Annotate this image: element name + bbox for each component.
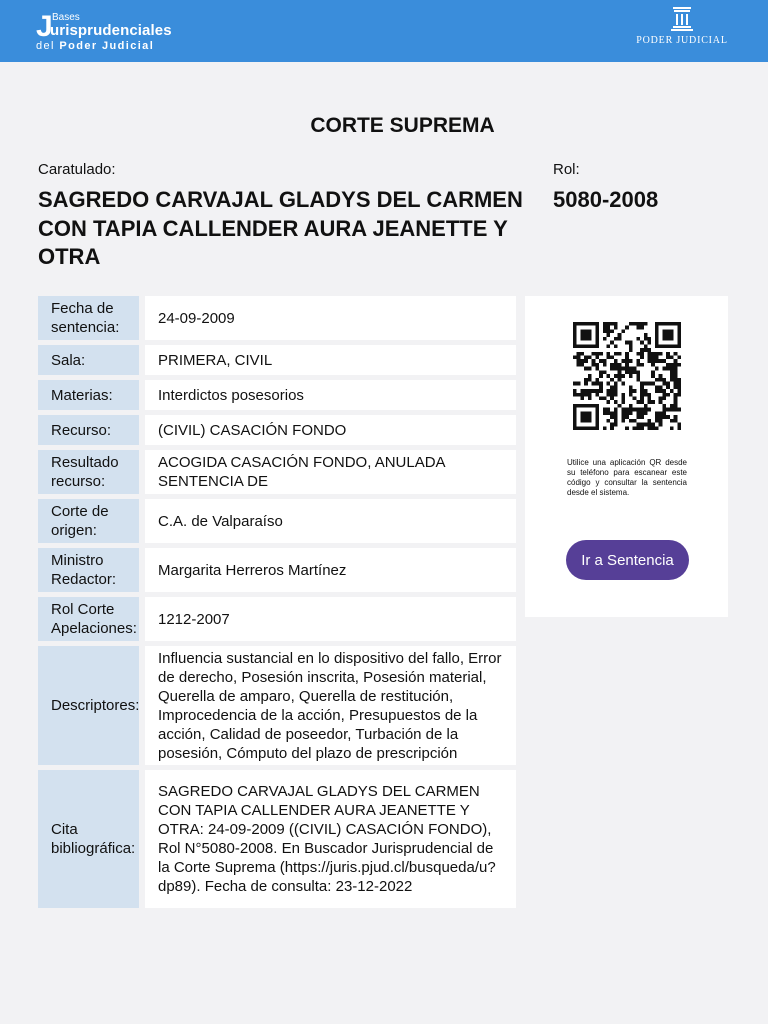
logo-jurisprudenciales: urisprudenciales <box>50 22 172 39</box>
row-label: Descriptores: <box>38 646 139 765</box>
courthouse-icon <box>669 6 695 32</box>
row-value: 24-09-2009 <box>145 296 516 340</box>
row-label: Materias: <box>38 380 139 410</box>
row-label: Rol Corte Apelaciones: <box>38 597 139 641</box>
qr-instructions: Utilice una aplicación QR desde su teléfono para escanear este código y consultar la sentencia desde el sistema. <box>567 458 687 497</box>
row-label: Corte de origen: <box>38 499 139 543</box>
row-label: Ministro Redactor: <box>38 548 139 592</box>
table-row <box>38 770 516 908</box>
row-label: Sala: <box>38 345 139 375</box>
table-row <box>38 646 516 765</box>
row-label: Resultado recurso: <box>38 450 139 494</box>
row-value: Margarita Herreros Martínez <box>145 548 516 592</box>
row-value: Influencia sustancial en lo dispositivo del fallo, Error de derecho, Posesión inscrita, Posesión material, Querella de amparo, Querella de restitución, Improcedencia de la acción, Presupuestos de la acción, Calidad de poseedor, Turbación de la posesión, Cómputo del plazo de prescripción <box>145 646 516 765</box>
qr-card <box>525 296 728 617</box>
table-row <box>38 499 516 543</box>
rol-label: Rol: <box>553 161 580 178</box>
poder-judicial-logo[interactable] <box>634 6 730 52</box>
table-row <box>38 548 516 592</box>
logo-j: J <box>36 10 53 43</box>
row-value: Interdictos posesorios <box>145 380 516 410</box>
row-value: ACOGIDA CASACIÓN FONDO, ANULADA SENTENCIA DE <box>145 450 516 494</box>
row-value: (CIVIL) CASACIÓN FONDO <box>145 415 516 445</box>
table-row <box>38 450 516 494</box>
row-value: PRIMERA, CIVIL <box>145 345 516 375</box>
row-value: SAGREDO CARVAJAL GLADYS DEL CARMEN CON TAPIA CALLENDER AURA JEANETTE Y OTRA: 24-09-2009 ((CIVIL) CASACIÓN FONDO), Rol N°5080-2008. En Buscador Jurisprudencial de la Corte Suprema (https://juris.pjud.cl/busqueda/u?dp89). Fecha de consulta: 23-12-2022 <box>145 770 516 908</box>
row-label: Recurso: <box>38 415 139 445</box>
table-row <box>38 345 516 375</box>
logo-del-poder-judicial: del Poder Judicial <box>36 40 155 52</box>
row-label: Fecha de sentencia: <box>38 296 139 340</box>
row-value: C.A. de Valparaíso <box>145 499 516 543</box>
row-value: 1212-2007 <box>145 597 516 641</box>
table-row <box>38 380 516 410</box>
row-label: Cita bibliográfica: <box>38 770 139 908</box>
ir-a-sentencia-button[interactable]: Ir a Sentencia <box>566 540 689 580</box>
case-details-table <box>38 296 516 913</box>
qr-code[interactable] <box>573 322 681 430</box>
table-row <box>38 415 516 445</box>
header-bar <box>0 0 768 62</box>
logo-bases: Bases <box>52 12 80 23</box>
page-title: CORTE SUPREMA <box>310 114 495 137</box>
table-row <box>38 296 516 340</box>
caratulado-label: Caratulado: <box>38 161 116 178</box>
table-row <box>38 597 516 641</box>
case-rol: 5080-2008 <box>553 187 659 212</box>
poder-judicial-label: PODER JUDICIAL <box>636 35 728 46</box>
case-title: SAGREDO CARVAJAL GLADYS DEL CARMEN CON TAPIA CALLENDER AURA JEANETTE Y OTRA <box>38 187 523 269</box>
